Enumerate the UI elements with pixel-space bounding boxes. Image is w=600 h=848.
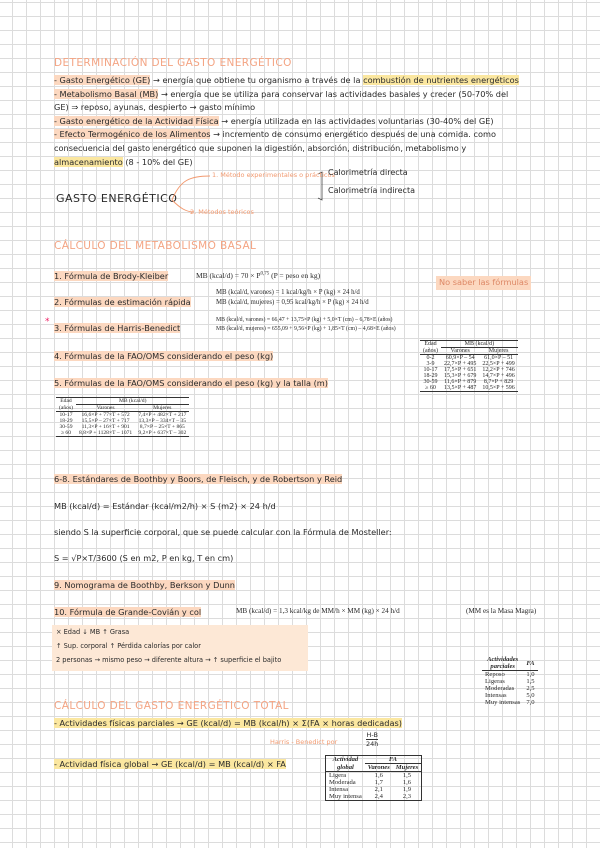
table-fao-peso: Edad MB (kcal/d) (años) Varones Mujeres 0-2 60,9×P – 54 61,0×P – 51 3-9 22,7×P + 495 22,5×P + 499 10-17 17,5×P + 651 12,2×P + 746 18-29 15,3×P + 679 14,7×P + 496 30-59 11,6×P + 879 8,7×P + 829 ≥ 60 13,5×P + 487 10,5×P + 596 [420,340,518,392]
branch-experimental: 1. Método experimentales o prácticos [212,171,335,179]
notes-box: × Edad ↓ MB ↑ Grasa ↑ Sup. corporal ↑ Pérdida calorías por calor 2 personas → mismo peso → diferente altura → ↑ superficie el bajito [52,625,308,671]
table-row: Reposo 1,0 [485,671,535,678]
term-metabolismo-basal: - Metabolismo Basal (MB) [54,88,159,99]
table-row: 18-29 15,5×P – 27×T + 717 13,3×P – 334×T – 35 [59,418,187,424]
superficie-corporal-text: siendo S la superficie corporal, que se puede calcular con la Fórmula de Mosteller: [54,527,392,537]
table-row: ≥ 60 8,8×P + 1128×T – 1071 9,2×P + 637×T – 302 [56,430,189,437]
formula-grande-label: 10. Fórmula de Grande-Covián y col [54,607,202,617]
table-row: 0-2 60,9×P – 54 61,0×P – 51 [426,355,514,361]
table-actividad-global: Actividad FA global Varones Mujeres Ligera 1,6 1,5 Moderada 1,7 1,6 Intensa 2,1 1,9 Muy intensa 2,4 2,3 [325,755,422,801]
formula-fao-talla-label: 5. Fórmulas de la FAO/OMS considerando el peso (kg) y la talla (m) [54,378,328,388]
term-efecto-termogenico: - Efecto Termogénico de los Alimentos [54,129,211,140]
table-row: 18-29 15,3×P + 679 14,7×P + 496 [423,373,515,379]
section1-body: - Gasto Energético (GE) → energía que obtiene tu organismo a través de la combustión de nutrientes energéticos - Metabolismo Basal (MB) → energía que se utiliza para conservar las actividades basales y crecer (50-70% del GE) ⇒ reposo, ayunas, despierto → gasto mínimo - Gasto energético de la Actividad Física → energía utilizada en las actividades voluntarias (30-40% del GE) - Efecto Termogénico de los Alimentos → incremento de consumo energético después de una comida. como consecuencia del gasto energético que suponen la digestión, absorción, distribución, metabolismo y almacenamiento (8 - 10% del GE) [54,75,519,167]
table-actividades-parciales: Actividades FA parciales Reposo 1,0 Ligeras 1,5 Moderadas 2,5 Intensas 5,0 Muy intensas 7,0 [482,656,538,706]
table-row: Moderadas 2,5 [485,685,535,692]
table-row: ≥ 60 13,5×P + 487 10,5×P + 596 [420,385,518,392]
table-row: 30-59 11,3×P + 16×T + 901 8,7×P – 25×T + 865 [59,424,185,430]
formula-harris-eqs: MB (kcal/d, varones) = 66,47 + 13,75×P (kg) + 5,0×T (cm) – 6,78×E (años) MB (kcal/d, mujeres) = 655,09 + 9,56×P (kg) + 1,85×T (cm) – 4,68×E (años) [216,317,396,332]
fraction-hb-24h: H-B 24h [366,731,379,748]
formula-estimacion-eqs: MB (kcal/d, varones) = 1 kcal/kg/h × P (kg) × 24 h/d MB (kcal/d, mujeres) = 0,95 kcal/kg/h × P (kg) × 24 h/d [216,289,369,306]
formula-grande-eq: MB (kcal/d) = 1,3 kcal/kg de MM/h × MM (kg) × 24 h/d [236,607,400,615]
branch-teoricos: 2. Métodos teóricos [190,208,254,216]
formula-brody-eq: MB (kcal/d) = 70 × P$^{0,75}$ (P = peso en kg) [196,271,321,280]
table-fao-peso-talla: Edad MB (kcal/d) (años) Varones Mujeres 10-17 16,6×P + 77×T + 572 7,4×P + 482×T + 217 18-29 15,5×P – 27×T + 717 13,3×P – 334×T – 35 30-59 11,3×P + 16×T + 901 8,7×P – 25×T + 865 ≥ 60 8,8×P + 1128×T – 1071 9,2×P + 637×T – 302 [56,397,189,437]
actividad-global-line: - Actividad física global → GE (kcal/d) = MB (kcal/d) × FA [54,759,286,769]
section-title-determinacion: DETERMINACIÓN DEL GASTO ENERGÉTICO [54,57,292,69]
note-harris-benedict: Harris - Benedict por [270,738,338,746]
formula-grande-note: (MM es la Masa Magra) [466,607,537,615]
calorimetria-indirecta: Calorimetría indirecta [328,186,415,195]
table-row: Muy intensa 2,4 2,3 [329,793,412,800]
table-row: Ligera 1,6 1,5 [329,772,412,779]
nomograma-label: 9. Nomograma de Boothby, Berkson y Dunn [54,580,235,590]
diagram-gasto-energetico: GASTO ENERGÉTICO [56,192,178,205]
actividades-parciales-line: - Actividades físicas parciales → GE (kcal/d) = MB (kcal/h) × Σ(FA × horas dedicadas) [54,718,402,728]
formula-estandares-eq: MB (kcal/d) = Estándar (kcal/m2/h) × S (m2) × 24 h/d [54,501,276,511]
table-row: Moderada 1,7 1,6 [329,779,412,786]
table-row: Muy intensas 7,0 [485,699,535,706]
mosteller-formula: S = √P×T/3600 (S en m2, P en kg, T en cm) [54,553,234,563]
table-row: 10-17 16,6×P + 77×T + 572 7,4×P + 482×T + 217 [59,412,187,418]
star-mark: * [45,317,50,327]
table-row: 30-59 11,6×P + 879 8,7×P + 829 [423,379,514,385]
formula-estandares-label: 6-8. Estándares de Boothby y Boors, de Fleisch, y de Robertson y Reid [54,474,343,484]
table-row: Intensas 5,0 [485,692,535,699]
term-gasto-energetico: - Gasto Energético (GE) [54,75,151,85]
formula-harris-label: 3. Fórmulas de Harris-Benedict [54,323,181,333]
table-row: 3-9 22,7×P + 495 22,5×P + 499 [426,361,515,367]
section-title-gasto-total: CÁLCULO DEL GASTO ENERGÉTICO TOTAL [54,700,289,712]
table-row: 10-17 17,5×P + 651 12,2×P + 746 [423,367,515,373]
formula-estimacion-label: 2. Fórmulas de estimación rápida [54,297,191,307]
formula-brody-label: 1. Fórmula de Brody-Kleiber [54,271,169,281]
note-no-saber: No saber las fórmulas [436,276,531,290]
table-row: Intensa 2,1 1,9 [329,786,412,793]
formula-fao-peso-label: 4. Fórmulas de la FAO/OMS considerando el peso (kg) [54,351,274,361]
calorimetria-directa: Calorimetría directa [328,168,408,177]
term-actividad-fisica: - Gasto energético de la Actividad Física [54,115,219,126]
section-title-metabolismo: CÁLCULO DEL METABOLISMO BASAL [54,240,257,252]
table-row: Ligeras 1,5 [485,678,535,685]
